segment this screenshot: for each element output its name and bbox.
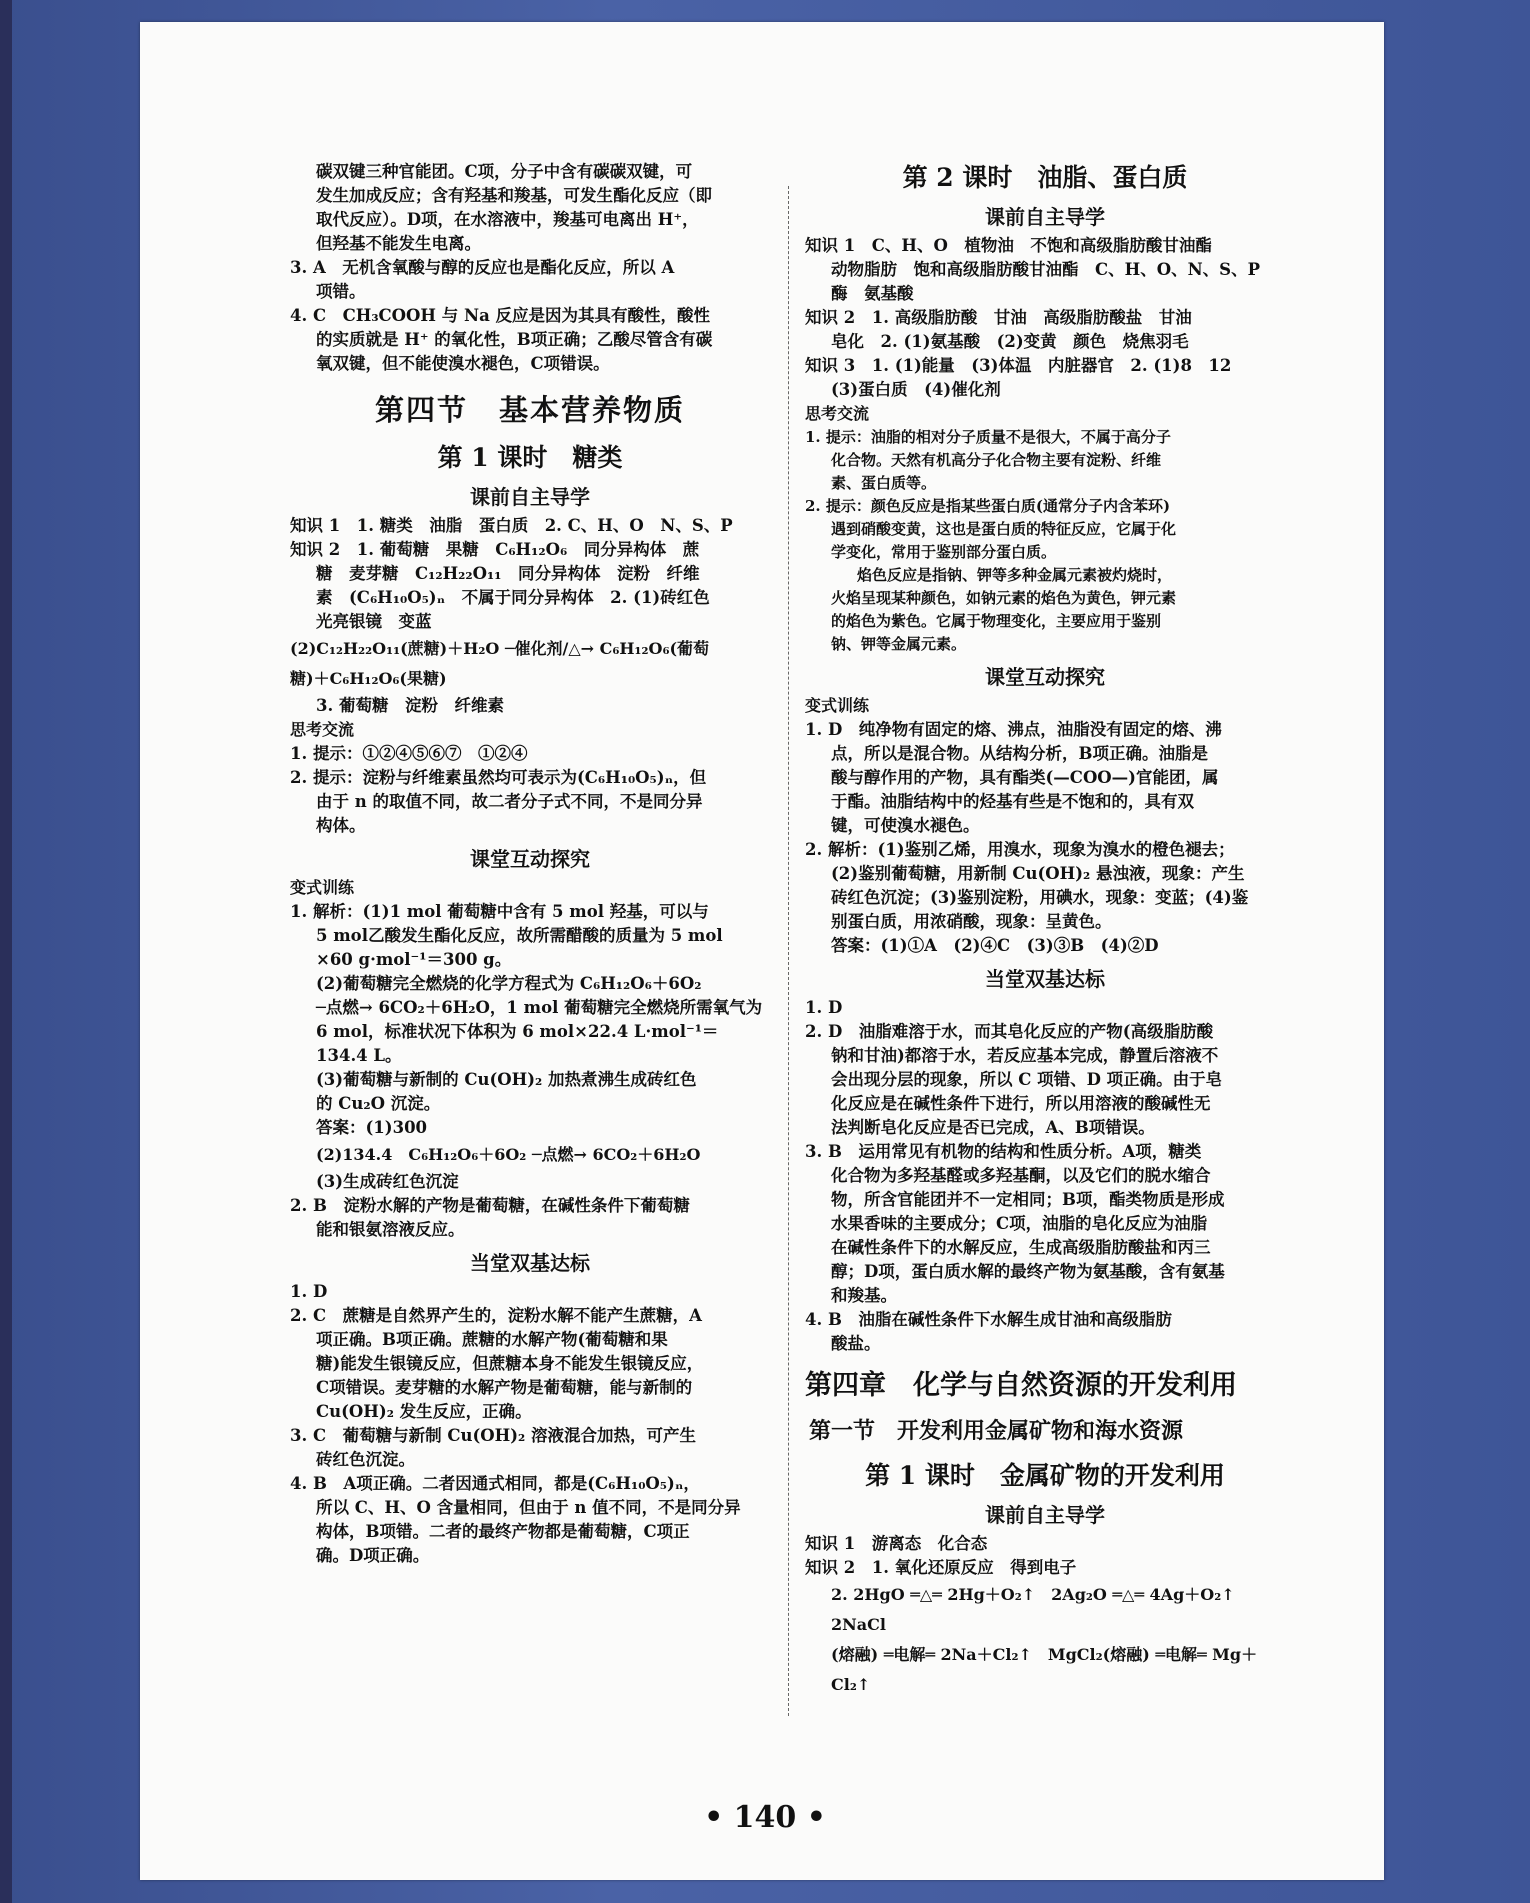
- equation-line: (2)134.4 C₆H₁₂O₆＋6O₂ ─点燃→ 6CO₂＋6H₂O: [316, 1145, 701, 1164]
- equation-line: 2. 2HgO ═△═ 2Hg＋O₂↑ 2Ag₂O ═△═ 4Ag＋O₂↑ 2NaCl: [831, 1585, 1251, 1634]
- text-line: 3. C 葡萄糖与新制 Cu(OH)₂ 溶液混合加热，可产生: [290, 1426, 697, 1445]
- text-line: 1. D 纯净物有固定的熔、沸点，油脂没有固定的熔、沸: [805, 720, 1222, 739]
- subheading-double: 当堂双基达标: [985, 967, 1105, 991]
- node-title: 第一节 开发利用金属矿物和海水资源: [809, 1418, 1184, 1444]
- text-line: 3. 葡萄糖 淀粉 纤维素: [316, 696, 504, 715]
- text-line: 的焰色为紫色。它属于物理变化，主要应用于鉴别: [831, 612, 1162, 630]
- train-label: 变式训练: [805, 696, 870, 715]
- text-line: (2)葡萄糖完全燃烧的化学方程式为 C₆H₁₂O₆＋6O₂: [316, 974, 702, 993]
- train-label: 变式训练: [290, 878, 355, 897]
- text-line: 酸盐。: [831, 1334, 881, 1353]
- text-line: 由于 n 的取值不同，故二者分子式不同，不是同分异: [316, 792, 703, 811]
- text-line: 答案：(1)①A (2)④C (3)③B (4)②D: [831, 936, 1159, 955]
- lesson-title: 第 1 课时 糖类: [437, 443, 623, 472]
- text-line: 皂化 2. (1)氨基酸 (2)变黄 颜色 烧焦羽毛: [831, 332, 1189, 351]
- text-line: 糖 麦芽糖 C₁₂H₂₂O₁₁ 同分异构体 淀粉 纤维: [316, 564, 700, 583]
- scan-edge: [0, 0, 12, 1903]
- text-line: 化反应是在碱性条件下进行，所以用溶液的酸碱性无: [831, 1094, 1211, 1113]
- text-line: 答案：(1)300: [316, 1118, 428, 1137]
- text-line: 2. 提示：颜色反应是指某些蛋白质(通常分子内含苯环): [805, 497, 1171, 515]
- text-line: 项错。: [316, 282, 366, 301]
- lesson-title-2: 第 1 课时 金属矿物的开发利用: [865, 1461, 1225, 1490]
- text-line: 取代反应）。D项，在水溶液中，羧基可电离出 H⁺，: [316, 210, 699, 229]
- text-line: 知识 2 1. 高级脂肪酸 甘油 高级脂肪酸盐 甘油: [805, 308, 1192, 327]
- text-line: 砖红色沉淀；(3)鉴别淀粉，用碘水，现象：变蓝；(4)鉴: [831, 888, 1249, 907]
- text-line: 动物脂肪 饱和高级脂肪酸甘油酯 C、H、O、N、S、P: [831, 260, 1260, 279]
- text-line: (3)生成砖红色沉淀: [316, 1172, 459, 1191]
- text-line: 4. C CH₃COOH 与 Na 反应是因为其具有酸性，酸性: [290, 306, 711, 325]
- text-line: 6 mol，标准状况下体积为 6 mol×22.4 L·mol⁻¹＝: [316, 1022, 719, 1041]
- text-line: 会出现分层的现象，所以 C 项错、D 项正确。由于皂: [831, 1070, 1223, 1089]
- text-line: 的 Cu₂O 沉淀。: [316, 1094, 441, 1113]
- text-line: 钠、钾等金属元素。: [831, 635, 967, 653]
- subheading-preview: 课前自主导学: [985, 205, 1105, 229]
- text-line: 知识 1 游离态 化合态: [805, 1534, 988, 1553]
- text-line: 光亮银镜 变蓝: [316, 612, 432, 631]
- equation-line: (熔融) ═电解═ 2Na＋Cl₂↑ MgCl₂(熔融) ═电解═ Mg＋Cl₂↑: [831, 1645, 1258, 1694]
- text-line: 2. 提示：淀粉与纤维素虽然均可表示为(C₆H₁₀O₅)ₙ，但: [290, 768, 707, 787]
- text-line: 学变化，常用于鉴别部分蛋白质。: [831, 543, 1057, 561]
- text-line: 发生加成反应；含有羟基和羧基，可发生酯化反应（即: [316, 186, 712, 205]
- text-line: (2)鉴别葡萄糖，用新制 Cu(OH)₂ 悬浊液，现象：产生: [831, 864, 1245, 883]
- text-line: 2. 解析：(1)鉴别乙烯，用溴水，现象为溴水的橙色褪去；: [805, 840, 1235, 859]
- text-line: 1. 解析：(1)1 mol 葡萄糖中含有 5 mol 羟基，可以与: [290, 902, 709, 921]
- lesson-title: 第 2 课时 油脂、蛋白质: [902, 163, 1188, 192]
- text-line: 但羟基不能发生电离。: [316, 234, 481, 253]
- text-line: 134.4 L。: [316, 1046, 402, 1065]
- column-divider: [788, 186, 789, 1716]
- page-number: • 140 •: [704, 1800, 826, 1835]
- text-line: 1. D: [290, 1282, 328, 1301]
- subheading-preview-2: 课前自主导学: [985, 1503, 1105, 1527]
- text-line: 2. C 蔗糖是自然界产生的，淀粉水解不能产生蔗糖，A: [290, 1306, 702, 1325]
- text-line: 碳双键三种官能团。C项，分子中含有碳碳双键，可: [316, 162, 693, 181]
- text-line: 2. B 淀粉水解的产物是葡萄糖，在碱性条件下葡萄糖: [290, 1196, 690, 1215]
- text-line: 和羧基。: [831, 1286, 897, 1305]
- text-line: 水果香味的主要成分；C项，油脂的皂化反应为油脂: [831, 1214, 1208, 1233]
- equation-line: 糖)＋C₆H₁₂O₆(果糖): [290, 669, 447, 688]
- subheading-class: 课堂互动探究: [470, 847, 590, 871]
- text-line: 醇；D项，蛋白质水解的最终产物为氨基酸，含有氨基: [831, 1262, 1225, 1281]
- text-line: 项正确。B项正确。蔗糖的水解产物(葡萄糖和果: [316, 1330, 668, 1349]
- text-line: 砖红色沉淀。: [316, 1450, 415, 1469]
- subheading-preview: 课前自主导学: [470, 485, 590, 509]
- chapter-title: 第四章 化学与自然资源的开发利用: [805, 1370, 1237, 1401]
- text-line: 3. A 无机含氧酸与醇的反应也是酯化反应，所以 A: [290, 258, 675, 277]
- text-line: 知识 1 1. 糖类 油脂 蛋白质 2. C、H、O N、S、P: [290, 516, 733, 535]
- text-line: 1. D: [805, 998, 843, 1017]
- subheading-class: 课堂互动探究: [985, 665, 1105, 689]
- think-label: 思考交流: [805, 404, 870, 423]
- text-line: 构体。: [316, 816, 366, 835]
- section-title: 第四节 基本营养物质: [374, 393, 685, 427]
- text-line: 5 mol乙酸发生酯化反应，故所需醋酸的质量为 5 mol: [316, 926, 723, 945]
- text-line: 在碱性条件下的水解反应，生成高级脂肪酸盐和丙三: [831, 1238, 1211, 1257]
- text-line: 素、蛋白质等。: [831, 474, 937, 492]
- text-line: 别蛋白质，用浓硝酸，现象：呈黄色。: [831, 912, 1112, 931]
- text-line: 键，可使溴水褪色。: [831, 816, 980, 835]
- text-line: 的实质就是 H⁺ 的氧化性，B项正确；乙酸尽管含有碳: [316, 330, 713, 349]
- text-line: 确。D项正确。: [316, 1546, 430, 1565]
- text-line: 素 (C₆H₁₀O₅)ₙ 不属于同分异构体 2. (1)砖红色: [316, 588, 710, 607]
- equation-line: (2)C₁₂H₂₂O₁₁(蔗糖)＋H₂O ─催化剂/△→ C₆H₁₂O₆(葡萄: [290, 639, 710, 658]
- right-column: [805, 160, 1285, 1700]
- text-line: 2. D 油脂难溶于水，而其皂化反应的产物(高级脂肪酸: [805, 1022, 1214, 1041]
- think-label: 思考交流: [290, 720, 355, 739]
- text-line: 构体，B项错。二者的最终产物都是葡萄糖，C项正: [316, 1522, 690, 1541]
- text-line: 于酯。油脂结构中的烃基有些是不饱和的，具有双: [831, 792, 1194, 811]
- text-line: 酸与醇作用的产物，具有酯类(—COO—)官能团，属: [831, 768, 1219, 787]
- text-line: 4. B 油脂在碱性条件下水解生成甘油和高级脂肪: [805, 1310, 1172, 1329]
- text-line: 钠和甘油)都溶于水，若反应基本完成，静置后溶液不: [831, 1046, 1219, 1065]
- text-line: 所以 C、H、O 含量相同，但由于 n 值不同，不是同分异: [316, 1498, 741, 1517]
- text-line: 焰色反应是指钠、钾等多种金属元素被灼烧时，: [857, 566, 1173, 584]
- text-line: 遇到硝酸变黄，这也是蛋白质的特征反应，它属于化: [831, 520, 1177, 538]
- text-line: (3)葡萄糖与新制的 Cu(OH)₂ 加热煮沸生成砖红色: [316, 1070, 697, 1089]
- text-line: 糖)能发生银镜反应，但蔗糖本身不能发生银镜反应，: [316, 1354, 704, 1373]
- text-line: 1. 提示：①②④⑤⑥⑦ ①②④: [290, 744, 528, 763]
- text-line: 能和银氨溶液反应。: [316, 1220, 465, 1239]
- text-line: 法判断皂化反应是否已完成，A、B项错误。: [831, 1118, 1155, 1137]
- text-line: 酶 氨基酸: [831, 284, 914, 303]
- text-line: 化合物为多羟基醛或多羟基酮，以及它们的脱水缩合: [831, 1166, 1211, 1185]
- text-line: (3)蛋白质 (4)催化剂: [831, 380, 1001, 399]
- text-line: 知识 2 1. 葡萄糖 果糖 C₆H₁₂O₆ 同分异构体 蔗: [290, 540, 700, 559]
- text-line: 3. B 运用常见有机物的结构和性质分析。A项，糖类: [805, 1142, 1202, 1161]
- text-line: ─点燃→ 6CO₂＋6H₂O，1 mol 葡萄糖完全燃烧所需氧气为: [316, 998, 763, 1017]
- text-line: 氧双键，但不能使溴水褪色，C项错误。: [316, 354, 610, 373]
- text-line: 点，所以是混合物。从结构分析，B项正确。油脂是: [831, 744, 1208, 763]
- text-line: 知识 1 C、H、O 植物油 不饱和高级脂肪酸甘油酯: [805, 236, 1212, 255]
- text-line: 知识 2 1. 氧化还原反应 得到电子: [805, 1558, 1077, 1577]
- text-line: 4. B A项正确。二者因通式相同，都是(C₆H₁₀O₅)ₙ，: [290, 1474, 700, 1493]
- text-line: ×60 g·mol⁻¹＝300 g。: [316, 950, 512, 969]
- text-line: 知识 3 1. (1)能量 (3)体温 内脏器官 2. (1)8 12: [805, 356, 1232, 375]
- text-line: Cu(OH)₂ 发生反应，正确。: [316, 1402, 532, 1421]
- left-column: [290, 160, 770, 1568]
- text-line: 物，所含官能团并不一定相同；B项，酯类物质是形成: [831, 1190, 1225, 1209]
- text-line: 1. 提示：油脂的相对分子质量不是很大，不属于高分子: [805, 428, 1171, 446]
- text-line: 火焰呈现某种颜色，如钠元素的焰色为黄色，钾元素: [831, 589, 1177, 607]
- text-line: C项错误。麦芽糖的水解产物是葡萄糖，能与新制的: [316, 1378, 693, 1397]
- subheading-double: 当堂双基达标: [470, 1251, 590, 1275]
- text-line: 化合物。天然有机高分子化合物主要有淀粉、纤维: [831, 451, 1162, 469]
